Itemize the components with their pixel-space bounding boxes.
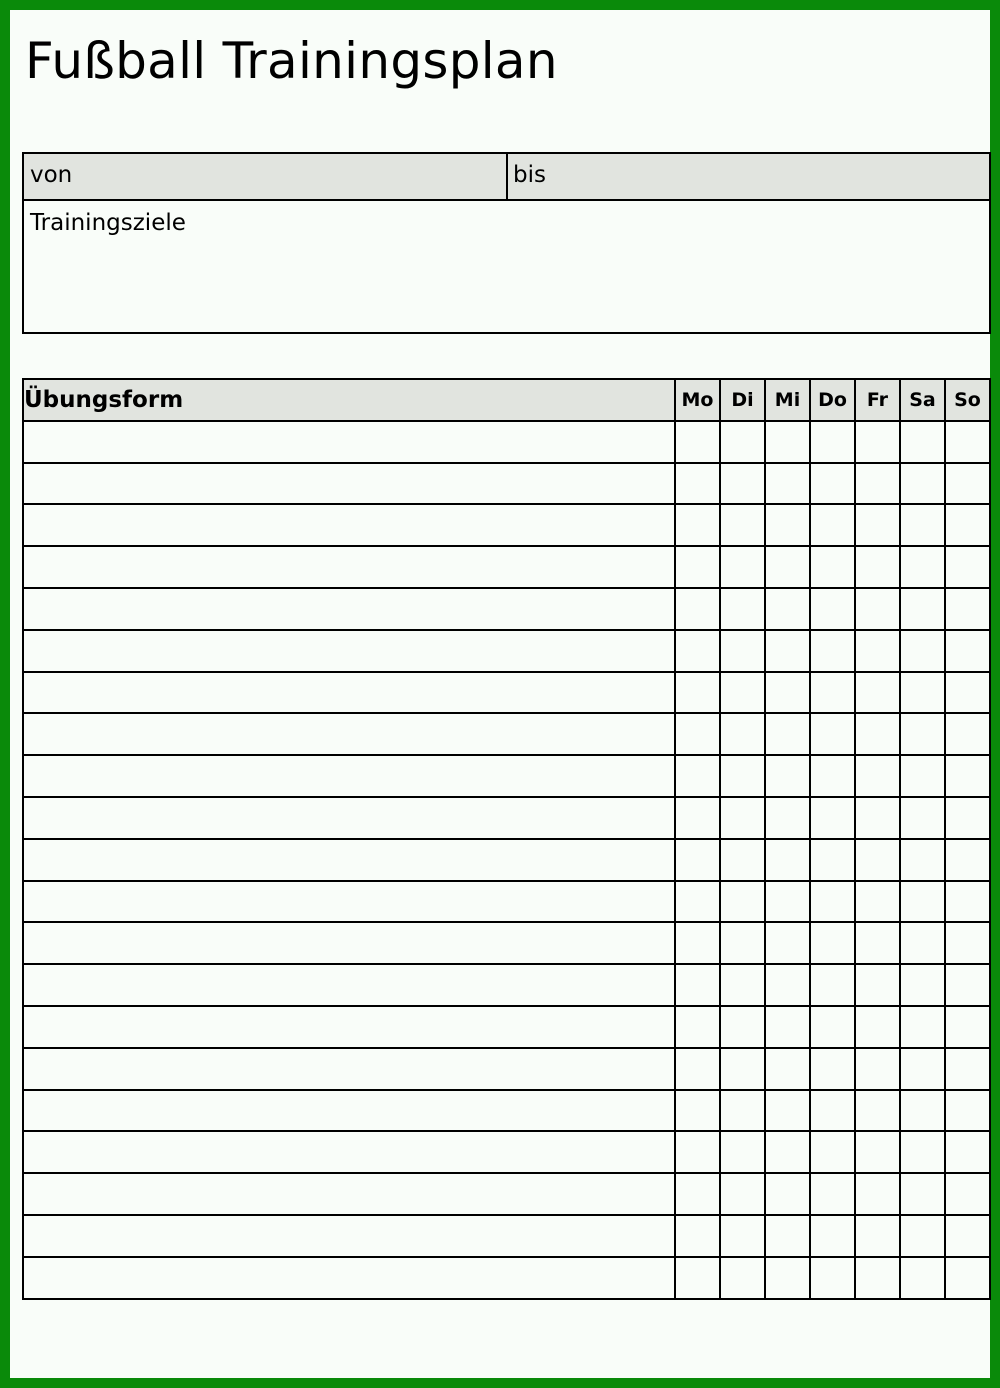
day-cell-sa[interactable]: [900, 1215, 945, 1257]
day-cell-mo[interactable]: [675, 922, 720, 964]
day-cell-fr[interactable]: [855, 964, 900, 1006]
exercise-cell[interactable]: [23, 630, 675, 672]
exercise-column-header: Übungsform: [23, 379, 675, 421]
day-cell-do[interactable]: [810, 1215, 855, 1257]
table-row: [23, 1048, 990, 1090]
table-row: [23, 463, 990, 505]
day-cell-mi[interactable]: [765, 1257, 810, 1299]
day-cell-di[interactable]: [720, 964, 765, 1006]
day-cell-di[interactable]: [720, 672, 765, 714]
day-header-do: Do: [810, 379, 855, 421]
day-cell-sa[interactable]: [900, 797, 945, 839]
day-cell-mi[interactable]: [765, 922, 810, 964]
day-cell-sa[interactable]: [900, 1006, 945, 1048]
day-cell-mi[interactable]: [765, 964, 810, 1006]
exercise-cell[interactable]: [23, 421, 675, 463]
exercise-cell[interactable]: [23, 1006, 675, 1048]
day-header-so: So: [945, 379, 990, 421]
table-row: [23, 1131, 990, 1173]
table-row: [23, 421, 990, 463]
day-cell-fr[interactable]: [855, 839, 900, 881]
day-cell-do[interactable]: [810, 1257, 855, 1299]
day-cell-so[interactable]: [945, 1215, 990, 1257]
day-cell-mo[interactable]: [675, 546, 720, 588]
table-row: [23, 964, 990, 1006]
day-cell-mo[interactable]: [675, 1131, 720, 1173]
day-cell-so[interactable]: [945, 881, 990, 923]
day-cell-do[interactable]: [810, 1048, 855, 1090]
table-row: [23, 672, 990, 714]
day-cell-so[interactable]: [945, 588, 990, 630]
to-label: bis: [513, 162, 546, 188]
exercise-cell[interactable]: [23, 713, 675, 755]
day-cell-mi[interactable]: [765, 546, 810, 588]
day-cell-so[interactable]: [945, 755, 990, 797]
day-cell-di[interactable]: [720, 1215, 765, 1257]
table-row: [23, 1257, 990, 1299]
day-cell-mo[interactable]: [675, 1215, 720, 1257]
day-cell-do[interactable]: [810, 1131, 855, 1173]
day-cell-mo[interactable]: [675, 588, 720, 630]
day-cell-fr[interactable]: [855, 546, 900, 588]
day-cell-mi[interactable]: [765, 713, 810, 755]
table-row: [23, 1173, 990, 1215]
day-cell-di[interactable]: [720, 1048, 765, 1090]
day-cell-fr[interactable]: [855, 463, 900, 505]
day-cell-mo[interactable]: [675, 1048, 720, 1090]
day-cell-sa[interactable]: [900, 1131, 945, 1173]
exercise-cell[interactable]: [23, 839, 675, 881]
day-cell-do[interactable]: [810, 672, 855, 714]
table-header-row: [23, 379, 990, 421]
table-row: [23, 755, 990, 797]
exercise-table: [22, 378, 991, 1300]
day-cell-di[interactable]: [720, 881, 765, 923]
exercise-cell[interactable]: [23, 546, 675, 588]
day-cell-do[interactable]: [810, 421, 855, 463]
table-row: [23, 1215, 990, 1257]
day-cell-mo[interactable]: [675, 713, 720, 755]
day-cell-sa[interactable]: [900, 463, 945, 505]
day-cell-do[interactable]: [810, 1006, 855, 1048]
day-cell-fr[interactable]: [855, 1257, 900, 1299]
table-row: [23, 588, 990, 630]
info-box: [22, 152, 991, 334]
day-cell-sa[interactable]: [900, 713, 945, 755]
day-cell-so[interactable]: [945, 1257, 990, 1299]
page-title: Fußball Trainingsplan: [25, 32, 558, 90]
day-cell-fr[interactable]: [855, 1048, 900, 1090]
from-field[interactable]: [24, 154, 508, 199]
day-cell-do[interactable]: [810, 881, 855, 923]
date-range-row: [24, 154, 989, 201]
day-cell-so[interactable]: [945, 713, 990, 755]
day-cell-mo[interactable]: [675, 463, 720, 505]
day-cell-di[interactable]: [720, 755, 765, 797]
day-cell-sa[interactable]: [900, 1257, 945, 1299]
exercise-cell[interactable]: [23, 672, 675, 714]
table-row: [23, 1006, 990, 1048]
day-cell-di[interactable]: [720, 713, 765, 755]
day-cell-mi[interactable]: [765, 1173, 810, 1215]
exercise-cell[interactable]: [23, 463, 675, 505]
day-cell-mo[interactable]: [675, 504, 720, 546]
day-cell-mo[interactable]: [675, 839, 720, 881]
day-cell-so[interactable]: [945, 1090, 990, 1132]
day-cell-fr[interactable]: [855, 1090, 900, 1132]
day-cell-fr[interactable]: [855, 1173, 900, 1215]
day-cell-so[interactable]: [945, 964, 990, 1006]
day-cell-fr[interactable]: [855, 1131, 900, 1173]
day-cell-di[interactable]: [720, 1006, 765, 1048]
day-cell-do[interactable]: [810, 922, 855, 964]
day-cell-di[interactable]: [720, 1131, 765, 1173]
day-cell-di[interactable]: [720, 839, 765, 881]
day-cell-mo[interactable]: [675, 797, 720, 839]
day-cell-di[interactable]: [720, 1173, 765, 1215]
day-cell-fr[interactable]: [855, 881, 900, 923]
day-cell-mi[interactable]: [765, 421, 810, 463]
day-cell-do[interactable]: [810, 713, 855, 755]
day-cell-so[interactable]: [945, 922, 990, 964]
day-header-mo: Mo: [675, 379, 720, 421]
day-cell-mo[interactable]: [675, 1173, 720, 1215]
day-cell-so[interactable]: [945, 672, 990, 714]
day-cell-do[interactable]: [810, 1173, 855, 1215]
day-cell-mi[interactable]: [765, 1006, 810, 1048]
day-cell-mo[interactable]: [675, 964, 720, 1006]
day-cell-di[interactable]: [720, 1090, 765, 1132]
to-field[interactable]: [508, 154, 989, 199]
day-cell-so[interactable]: [945, 1048, 990, 1090]
day-cell-sa[interactable]: [900, 922, 945, 964]
day-cell-mi[interactable]: [765, 463, 810, 505]
day-cell-so[interactable]: [945, 1131, 990, 1173]
day-cell-sa[interactable]: [900, 964, 945, 1006]
exercise-cell[interactable]: [23, 964, 675, 1006]
day-cell-do[interactable]: [810, 797, 855, 839]
table-row: [23, 881, 990, 923]
day-cell-fr[interactable]: [855, 588, 900, 630]
day-cell-mi[interactable]: [765, 1131, 810, 1173]
day-cell-di[interactable]: [720, 504, 765, 546]
day-cell-mo[interactable]: [675, 881, 720, 923]
table-row: [23, 839, 990, 881]
day-cell-mo[interactable]: [675, 1006, 720, 1048]
day-cell-fr[interactable]: [855, 504, 900, 546]
day-cell-mi[interactable]: [765, 630, 810, 672]
day-header-di: Di: [720, 379, 765, 421]
day-cell-so[interactable]: [945, 463, 990, 505]
day-cell-fr[interactable]: [855, 672, 900, 714]
day-cell-do[interactable]: [810, 588, 855, 630]
day-cell-fr[interactable]: [855, 797, 900, 839]
day-cell-mo[interactable]: [675, 421, 720, 463]
day-cell-sa[interactable]: [900, 1090, 945, 1132]
day-cell-so[interactable]: [945, 630, 990, 672]
day-cell-di[interactable]: [720, 797, 765, 839]
day-cell-sa[interactable]: [900, 421, 945, 463]
day-cell-mo[interactable]: [675, 1090, 720, 1132]
day-cell-di[interactable]: [720, 588, 765, 630]
day-cell-do[interactable]: [810, 1090, 855, 1132]
day-cell-fr[interactable]: [855, 421, 900, 463]
day-cell-so[interactable]: [945, 504, 990, 546]
day-cell-mi[interactable]: [765, 672, 810, 714]
day-cell-di[interactable]: [720, 463, 765, 505]
day-cell-mo[interactable]: [675, 1257, 720, 1299]
from-label: von: [30, 162, 73, 188]
training-goals-label: Trainingsziele: [30, 210, 186, 236]
day-cell-mo[interactable]: [675, 672, 720, 714]
day-cell-do[interactable]: [810, 504, 855, 546]
table-row: [23, 922, 990, 964]
exercise-cell[interactable]: [23, 1257, 675, 1299]
day-cell-sa[interactable]: [900, 672, 945, 714]
day-cell-sa[interactable]: [900, 588, 945, 630]
day-cell-do[interactable]: [810, 546, 855, 588]
day-cell-sa[interactable]: [900, 755, 945, 797]
day-cell-sa[interactable]: [900, 1173, 945, 1215]
day-cell-so[interactable]: [945, 546, 990, 588]
table-row: [23, 713, 990, 755]
exercise-cell[interactable]: [23, 1215, 675, 1257]
exercise-cell[interactable]: [23, 504, 675, 546]
day-cell-do[interactable]: [810, 839, 855, 881]
exercise-cell[interactable]: [23, 588, 675, 630]
day-cell-fr[interactable]: [855, 713, 900, 755]
day-header-sa: Sa: [900, 379, 945, 421]
day-cell-sa[interactable]: [900, 630, 945, 672]
day-cell-so[interactable]: [945, 421, 990, 463]
day-cell-fr[interactable]: [855, 755, 900, 797]
day-cell-sa[interactable]: [900, 839, 945, 881]
day-cell-do[interactable]: [810, 755, 855, 797]
day-cell-mi[interactable]: [765, 504, 810, 546]
day-cell-mi[interactable]: [765, 1215, 810, 1257]
table-row: [23, 1090, 990, 1132]
day-cell-di[interactable]: [720, 922, 765, 964]
day-cell-fr[interactable]: [855, 922, 900, 964]
table-row: [23, 546, 990, 588]
day-cell-mo[interactable]: [675, 630, 720, 672]
day-cell-sa[interactable]: [900, 504, 945, 546]
day-cell-sa[interactable]: [900, 881, 945, 923]
day-cell-di[interactable]: [720, 421, 765, 463]
day-cell-di[interactable]: [720, 546, 765, 588]
day-cell-fr[interactable]: [855, 1215, 900, 1257]
day-cell-so[interactable]: [945, 1006, 990, 1048]
exercise-cell[interactable]: [23, 922, 675, 964]
exercise-cell[interactable]: [23, 755, 675, 797]
table-row: [23, 797, 990, 839]
day-cell-do[interactable]: [810, 630, 855, 672]
day-cell-mi[interactable]: [765, 797, 810, 839]
table-row: [23, 630, 990, 672]
day-cell-mo[interactable]: [675, 755, 720, 797]
day-header-mi: Mi: [765, 379, 810, 421]
table-row: [23, 504, 990, 546]
day-cell-so[interactable]: [945, 839, 990, 881]
day-cell-mi[interactable]: [765, 1048, 810, 1090]
day-cell-mi[interactable]: [765, 1090, 810, 1132]
day-cell-fr[interactable]: [855, 1006, 900, 1048]
day-cell-do[interactable]: [810, 463, 855, 505]
day-header-fr: Fr: [855, 379, 900, 421]
table-body: [23, 421, 990, 1299]
exercise-cell[interactable]: [23, 1173, 675, 1215]
exercise-cell[interactable]: [23, 1048, 675, 1090]
exercise-cell[interactable]: [23, 1131, 675, 1173]
day-cell-sa[interactable]: [900, 1048, 945, 1090]
day-cell-mi[interactable]: [765, 588, 810, 630]
day-cell-di[interactable]: [720, 630, 765, 672]
day-cell-mi[interactable]: [765, 839, 810, 881]
day-cell-di[interactable]: [720, 1257, 765, 1299]
exercise-cell[interactable]: [23, 881, 675, 923]
day-cell-mi[interactable]: [765, 881, 810, 923]
training-goals-field[interactable]: [24, 201, 989, 236]
day-cell-sa[interactable]: [900, 546, 945, 588]
exercise-cell[interactable]: [23, 1090, 675, 1132]
day-cell-do[interactable]: [810, 964, 855, 1006]
exercise-cell[interactable]: [23, 797, 675, 839]
day-cell-so[interactable]: [945, 797, 990, 839]
day-cell-mi[interactable]: [765, 755, 810, 797]
day-cell-fr[interactable]: [855, 630, 900, 672]
day-cell-so[interactable]: [945, 1173, 990, 1215]
